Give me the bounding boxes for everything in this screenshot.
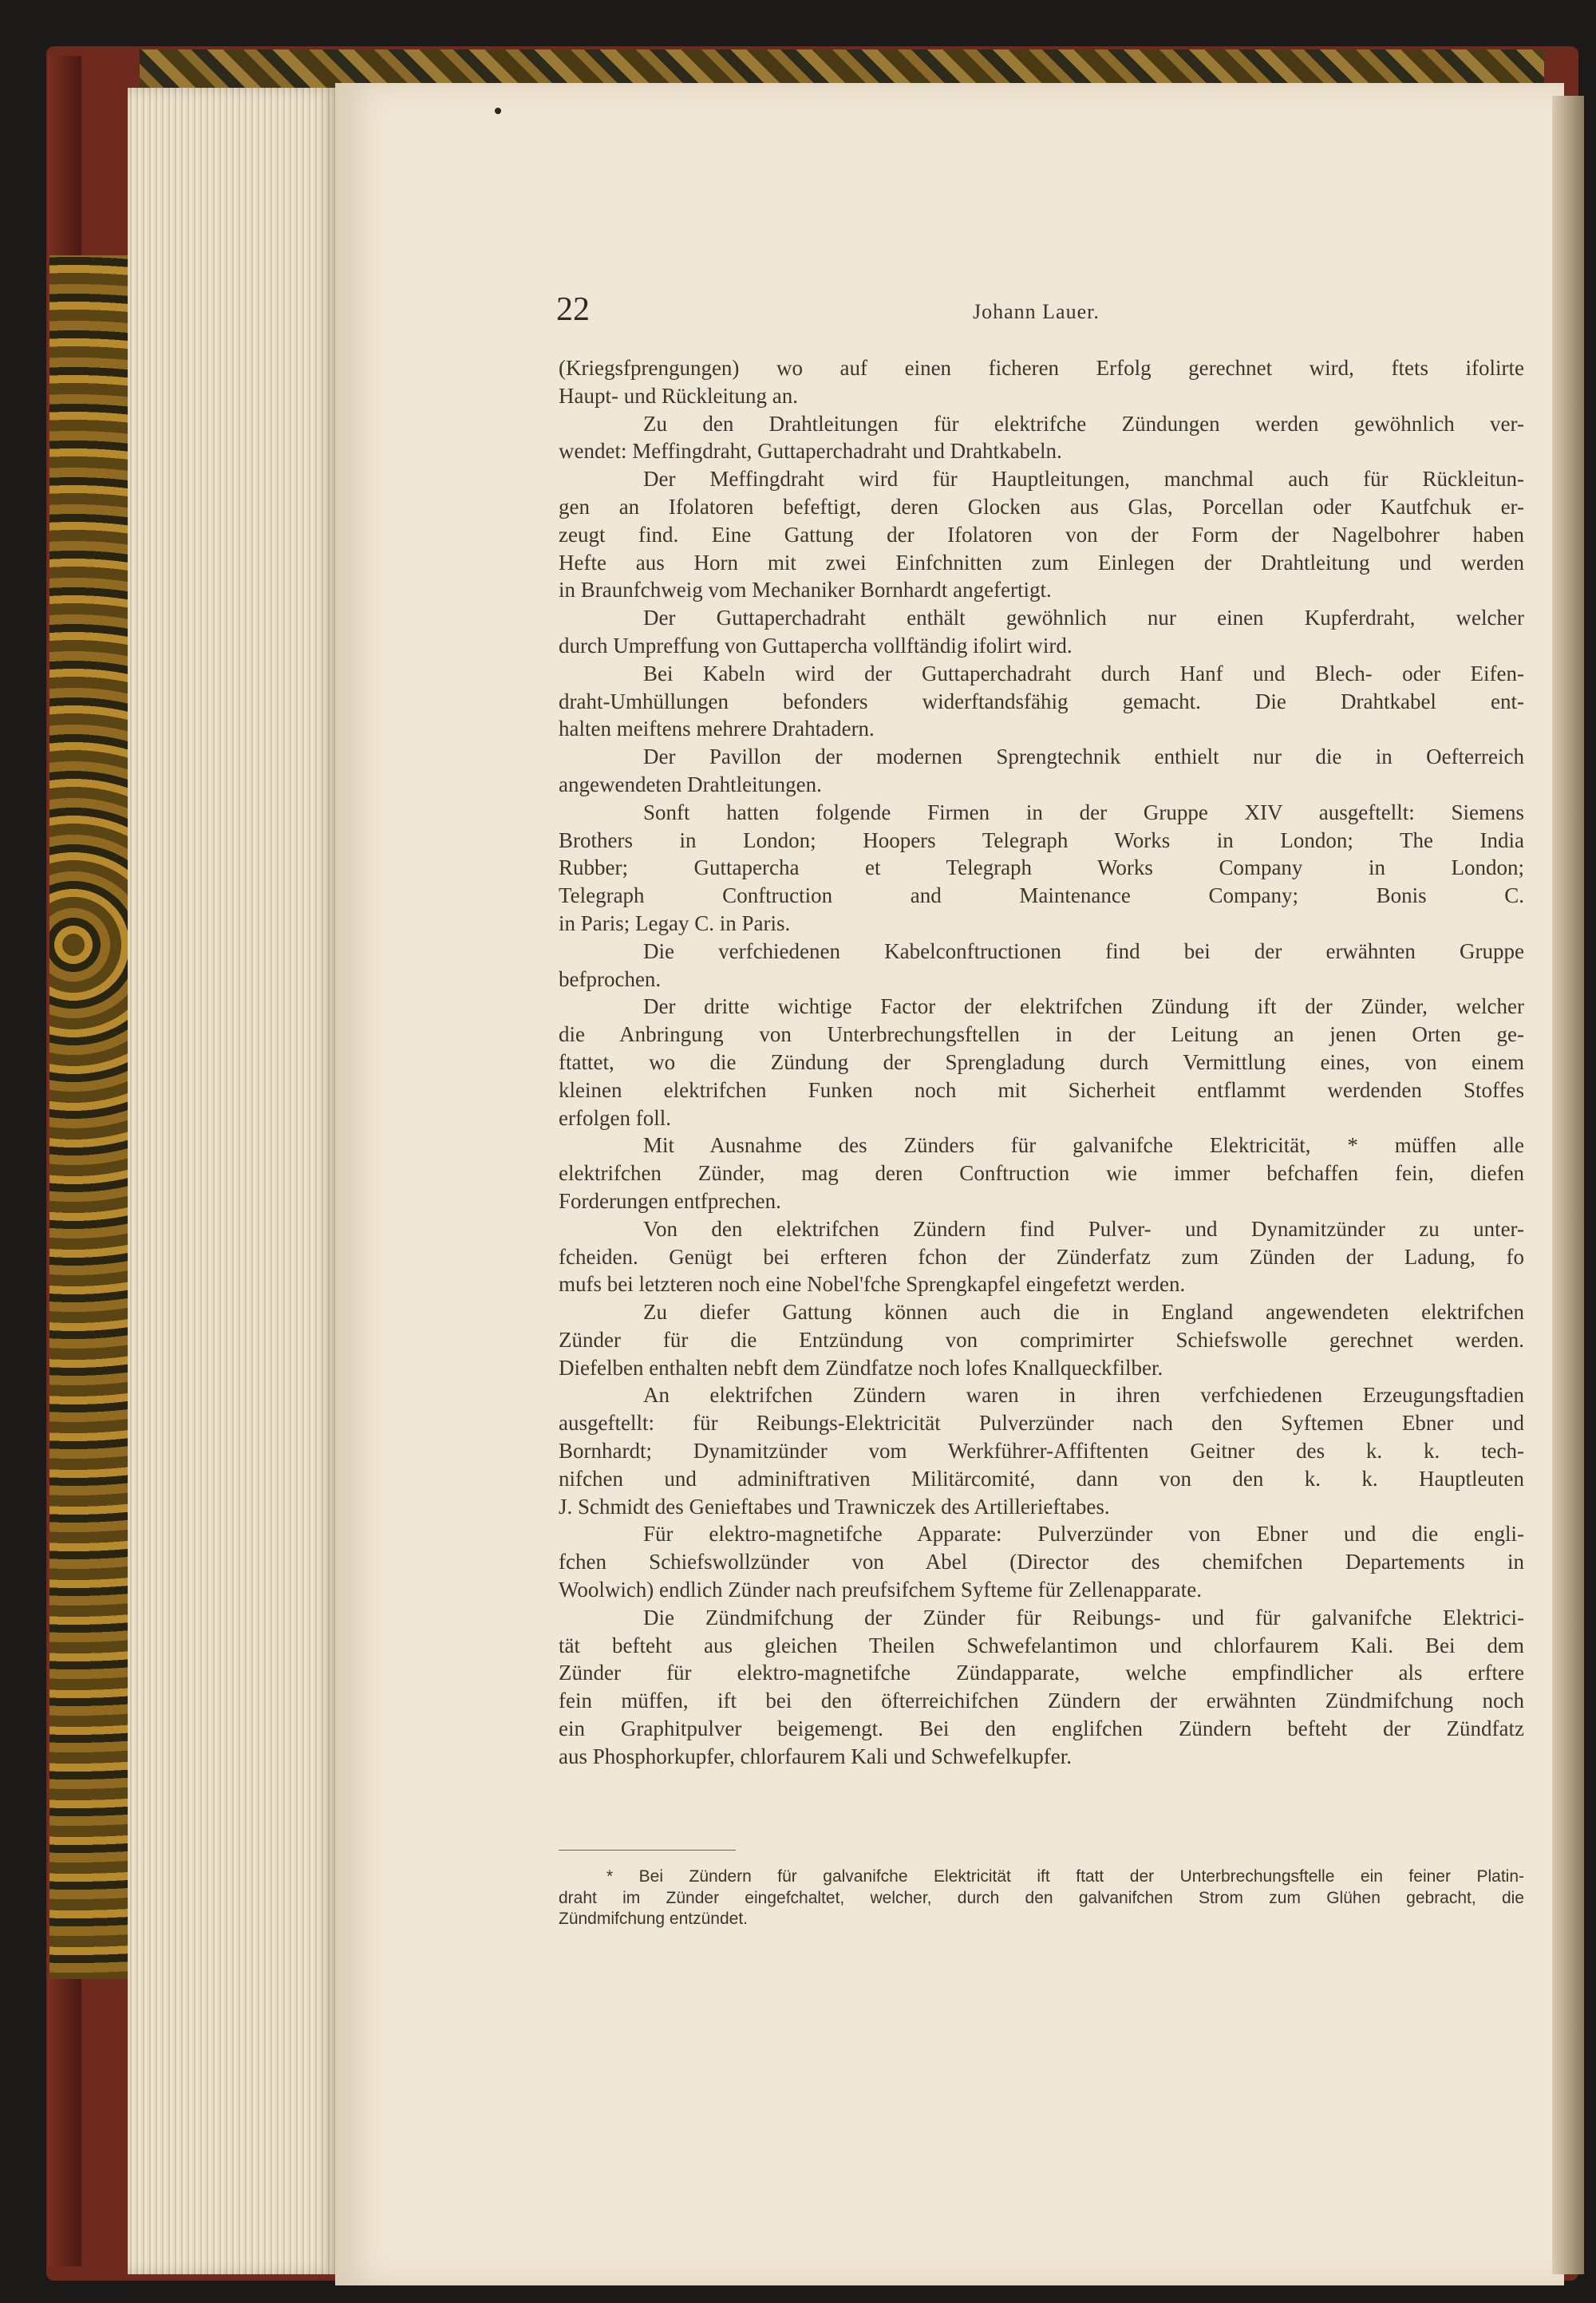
text-line: erfolgen foll. [559,1105,671,1130]
text-line: angewendeten Drahtleitungen. [559,772,822,796]
text-line: in Paris; Legay C. in Paris. [559,911,791,935]
text-line: Forderungen entfprechen. [559,1188,781,1213]
text-line: Zu den Drahtleitungen für elektrifche Zündungen werden gewöhnlich ver- [643,411,1524,436]
text-line: in Braunfchweig vom Mechaniker Bornhardt angefertigt. [559,578,1052,602]
footnote-line: * Bei Zündern für galvanifche Elektricität ift ftatt der Unterbrechungsftelle ein feiner Platin- [606,1867,1524,1886]
text-line: Woolwich) endlich Zünder nach preufsifchem Syfteme für Zellenapparate. [559,1578,1202,1602]
text-line: zeugt find. Eine Gattung der Ifolatoren von der Form der Nagelbohrer haben [559,522,1524,547]
text-line: Für elektro-magnetifche Apparate: Pulverzünder von Ebner und die engli- [643,1522,1524,1547]
footnote [559,1866,1524,1930]
text-line: Von den elektrifchen Zündern find Pulver- und Dynamitzünder zu unter- [643,1216,1524,1241]
text-line: ein Graphitpulver beigemengt. Bei den englifchen Zündern befteht der Zündfatz [559,1716,1524,1741]
text-line: aus Phosphorkupfer, chlorfaurem Kali und Schwefelkupfer. [559,1744,1072,1768]
text-line: Telegraph Conftruction and Maintenance Company; Bonis C. [559,883,1524,908]
page-gutter [1552,96,1584,2274]
text-line: befprochen. [559,966,662,991]
text-line: fchen Schiefswollzünder von Abel (Director des chemifchen Departements in [559,1550,1524,1574]
text-line: Brothers in London; Hoopers Telegraph Works in London; The India [559,828,1524,852]
text-line: Mit Ausnahme des Zünders für galvanifche Elektricität, * müffen alle [643,1133,1524,1158]
text-line: Bei Kabeln wird der Guttaperchadraht durch Hanf und Blech- oder Eifen- [643,661,1524,685]
text-line: wendet: Meffingdraht, Guttaperchadraht und Drahtkabeln. [559,439,1062,464]
text-line: kleinen elektrifchen Funken noch mit Sicherheit entflammt werdenden Stoffes [559,1077,1524,1102]
text-line: tät befteht aus gleichen Theilen Schwefelantimon und chlorfaurem Kali. Bei dem [559,1633,1524,1657]
text-line: Die Zündmifchung der Zünder für Reibungs- und für galvanifche Elektrici- [643,1605,1524,1629]
page-edges [128,88,337,2274]
text-line: Der Guttaperchadraht enthält gewöhnlich nur einen Kupferdraht, welcher [643,606,1524,630]
text-line: Haupt- und Rückleitung an. [559,383,798,408]
text-line: mufs bei letzteren noch eine Nobel'fche Sprengkapfel eingefetzt werden. [559,1272,1186,1297]
text-line: J. Schmidt des Genieftabes und Trawniczek des Artillerieftabes. [559,1494,1110,1519]
ink-dot [495,108,501,114]
text-line: Zu diefer Gattung können auch die in England angewendeten elektrifchen [643,1300,1524,1325]
text-line: draht-Umhüllungen befonders widerftandsfähig gemacht. Die Drahtkabel ent- [559,689,1524,713]
text-line: ftattet, wo die Zündung der Sprengladung durch Vermittlung eines, von einem [559,1049,1524,1074]
text-line: Der dritte wichtige Factor der elektrifchen Zündung ift der Zünder, welcher [643,994,1524,1019]
text-line: nifchen und adminiftrativen Militärcomité, dann von den k. k. Hauptleuten [559,1466,1524,1491]
page-number: 22 [556,291,590,328]
text-line: Zünder für die Entzündung von comprimirter Schiefswolle gerechnet werden. [559,1327,1524,1352]
running-header-author: Johann Lauer. [973,300,1100,323]
footnote-line: Zündmifchung entzündet. [559,1910,748,1928]
marbled-endpaper-left [49,255,129,1979]
text-line: halten meiftens mehrere Drahtadern. [559,717,875,741]
footnote-line: draht im Zünder eingefchaltet, welcher, durch den galvanifchen Strom zum Glühen gebracht, die [559,1888,1524,1907]
text-line: gen an Ifolatoren befeftigt, deren Glocken aus Glas, Porcellan oder Kautfchuk er- [559,494,1524,519]
text-line: fcheiden. Genügt bei erfteren fchon der Zünderfatz zum Zünden der Ladung, fo [559,1244,1524,1269]
text-line: Die verfchiedenen Kabelconftructionen find bei der erwähnten Gruppe [643,938,1524,963]
text-line: elektrifchen Zünder, mag deren Conftruction wie immer befchaffen fein, diefen [559,1161,1524,1186]
text-line: ausgeftellt: für Reibungs-Elektricität Pulverzünder nach den Syftemen Ebner und [559,1411,1524,1436]
body-text [559,354,1524,1771]
text-line: (Kriegsfprengungen) wo auf einen ficheren Erfolg gerechnet wird, ftets ifolirte [559,356,1524,380]
text-line: Bornhardt; Dynamitzünder vom Werkführer-Affiftenten Geitner des k. k. tech- [559,1439,1524,1464]
text-line: die Anbringung von Unterbrechungsftellen in der Leitung an jenen Orten ge- [559,1022,1524,1047]
text-line: An elektrifchen Zündern waren in ihren verfchiedenen Erzeugungsftadien [643,1383,1524,1408]
footnote-rule [559,1850,736,1851]
text-line: fein müffen, ift bei den öfterreichifchen Zündern der erwähnten Zündmifchung noch [559,1689,1524,1713]
text-line: Hefte aus Horn mit zwei Einfchnitten zum Einlegen der Drahtleitung und werden [559,550,1524,575]
text-line: Sonft hatten folgende Firmen in der Gruppe XIV ausgeftellt: Siemens [643,800,1524,824]
text-line: Der Pavillon der modernen Sprengtechnik enthielt nur die in Oefterreich [643,745,1524,769]
text-line: Diefelben enthalten nebft dem Zündfatze noch lofes Knallqueckfilber. [559,1355,1163,1380]
text-line: Der Meffingdraht wird für Hauptleitungen, manchmal auch für Rückleitun- [643,467,1524,492]
text-line: Rubber; Guttapercha et Telegraph Works Company in London; [559,855,1524,880]
text-line: durch Umpreffung von Guttapercha vollftändig ifolirt wird. [559,633,1073,658]
text-line: Zünder für elektro-magnetifche Zündapparate, welche empfindlicher als erftere [559,1661,1524,1685]
